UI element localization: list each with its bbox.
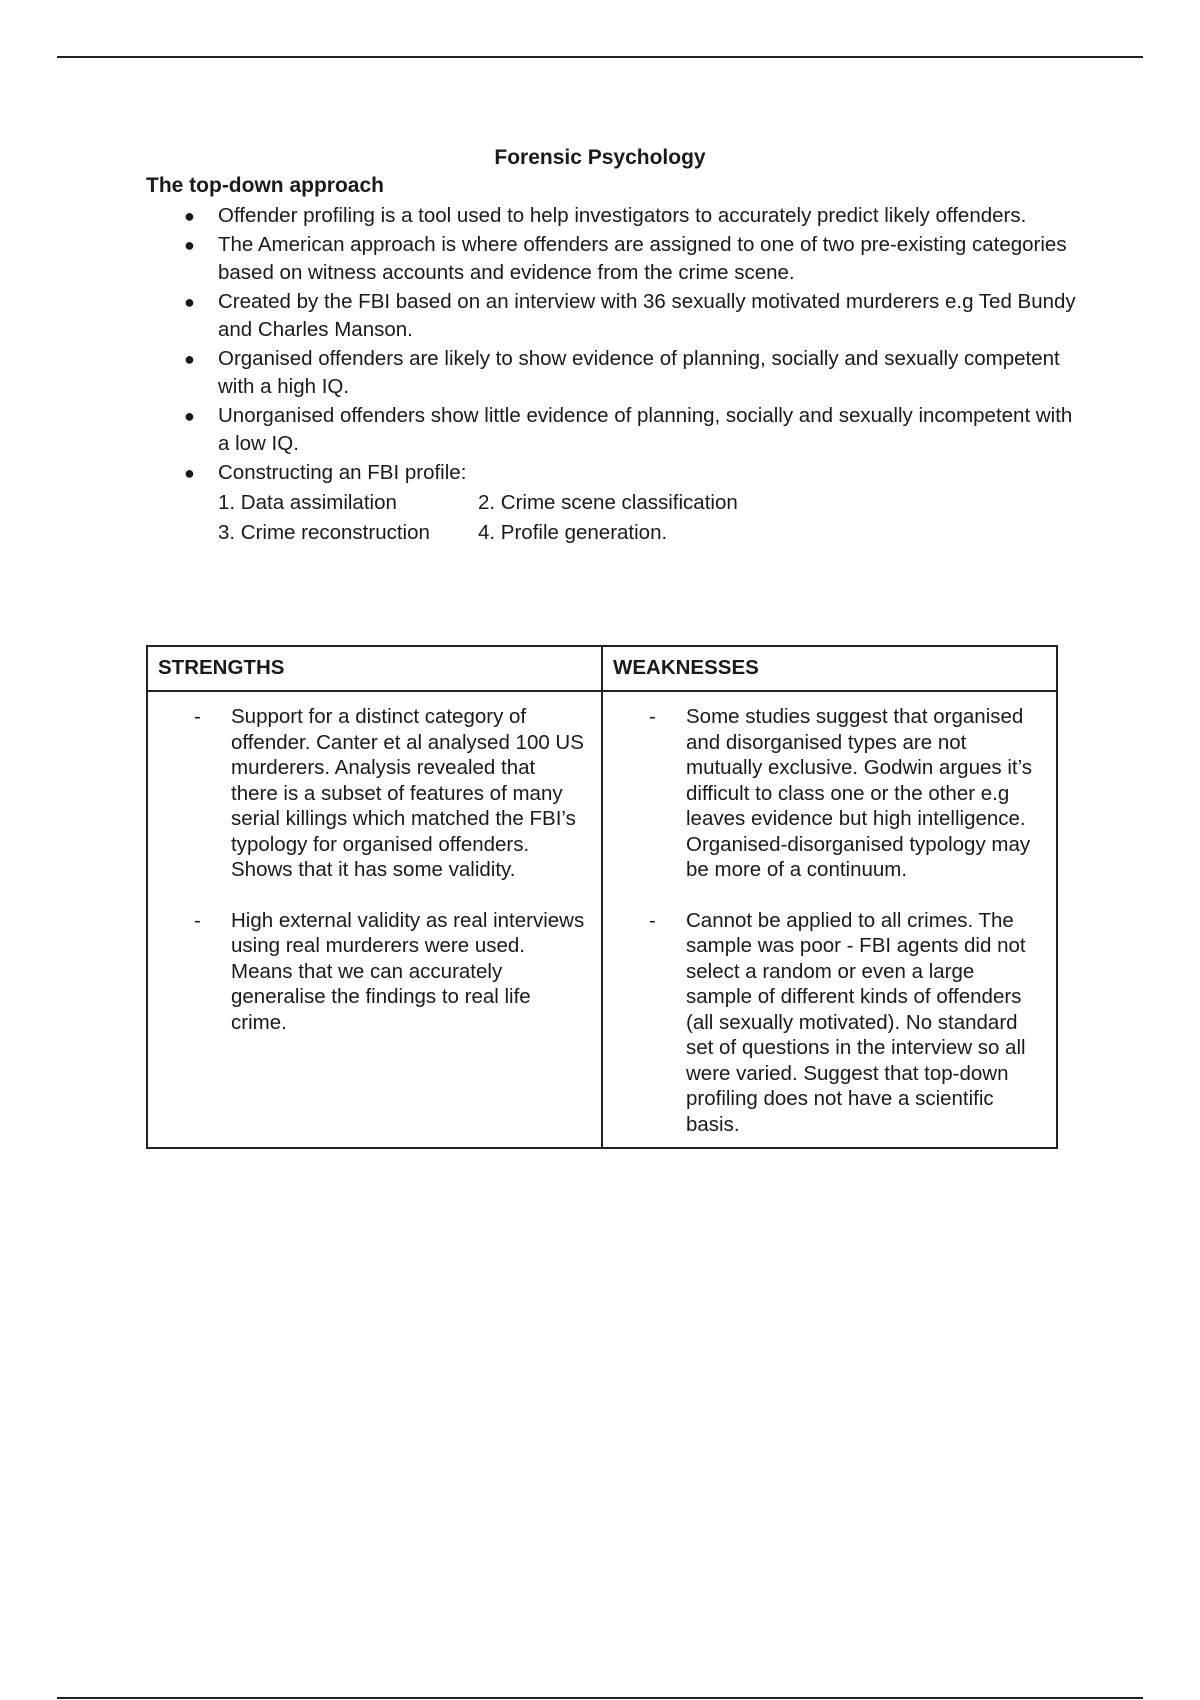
bullet-item <box>146 202 1076 230</box>
bullet-list <box>146 202 1076 548</box>
dash-icon: - <box>649 908 656 932</box>
bullet-item <box>146 231 1076 287</box>
weakness-item <box>603 704 1046 883</box>
weakness-text: Cannot be applied to all crimes. The sample was poor - FBI agents did not select a random or even a large sample of different kinds of offenders (all sexually motivated). No standard set of questions in the interview so all were varied. Suggest that top-down profiling does not have a scientific basis. <box>686 908 1026 1136</box>
bullet-text: Offender profiling is a tool used to help investigators to accurately predict likely offenders. <box>218 204 1027 227</box>
bullet-dot-icon: ● <box>184 349 195 369</box>
table-row <box>147 691 1057 1148</box>
profile-step: 4. Profile generation. <box>478 521 668 544</box>
weaknesses-list <box>603 704 1046 1137</box>
profile-step: 3. Crime reconstruction <box>218 521 430 544</box>
bullet-item <box>146 402 1076 458</box>
dash-icon: - <box>194 908 201 932</box>
weaknesses-header: WEAKNESSES <box>602 646 1057 691</box>
bullet-dot-icon: ● <box>184 463 195 483</box>
bullet-dot-icon: ● <box>184 206 195 226</box>
bullet-dot-icon: ● <box>184 292 195 312</box>
profile-steps <box>218 489 1076 547</box>
weakness-item <box>603 908 1046 1138</box>
strengths-header: STRENGTHS <box>147 646 602 691</box>
strength-item <box>148 908 591 1036</box>
bullet-text: Organised offenders are likely to show evidence of planning, socially and sexually competent with a high IQ. <box>218 347 1060 398</box>
document-title: Forensic Psychology <box>494 146 706 169</box>
strength-text: High external validity as real interviews using real murderers were used. Means that we can accurately generalise the findings to real life crime. <box>231 908 585 1034</box>
strengths-cell <box>147 691 602 1148</box>
bullet-item <box>146 288 1076 344</box>
bullet-item <box>146 345 1076 401</box>
table-header-row <box>147 646 1057 691</box>
strength-item <box>148 704 591 883</box>
weaknesses-cell <box>602 691 1057 1148</box>
profile-step: 1. Data assimilation <box>218 491 397 514</box>
bullet-dot-icon: ● <box>184 406 195 426</box>
strength-text: Support for a distinct category of offender. Canter et al analysed 100 US murderers. Analysis revealed that there is a subset of features of many serial killings which matched the FBI’s typology for organised offenders. Shows that it has some validity. <box>231 705 584 881</box>
dash-icon: - <box>649 705 656 728</box>
section-heading: The top-down approach <box>146 174 384 197</box>
bullet-text: Created by the FBI based on an interview with 36 sexually motivated murderers e.g Ted Bundy and Charles Manson. <box>218 290 1076 341</box>
bullet-item <box>146 459 1076 547</box>
strengths-list <box>148 704 591 1035</box>
bullet-text: Unorganised offenders show little evidence of planning, socially and sexually incompetent with a low IQ. <box>218 404 1073 455</box>
profile-step: 2. Crime scene classification <box>478 491 738 514</box>
footer-rule <box>57 1697 1143 1699</box>
bullet-dot-icon: ● <box>184 235 195 255</box>
bullet-text: The American approach is where offenders are assigned to one of two pre-existing categories based on witness accounts and evidence from the crime scene. <box>218 233 1067 284</box>
strengths-weaknesses-table <box>146 645 1058 1149</box>
header-rule <box>57 56 1143 58</box>
bullet-text: Constructing an FBI profile: <box>218 461 467 484</box>
weakness-text: Some studies suggest that organised and disorganised types are not mutually exclusive. Godwin argues it’s difficult to class one or the other e.g leaves evidence but high intelligence. Organised-disorganised typology may be more of a continuum. <box>686 705 1032 881</box>
dash-icon: - <box>194 705 201 728</box>
